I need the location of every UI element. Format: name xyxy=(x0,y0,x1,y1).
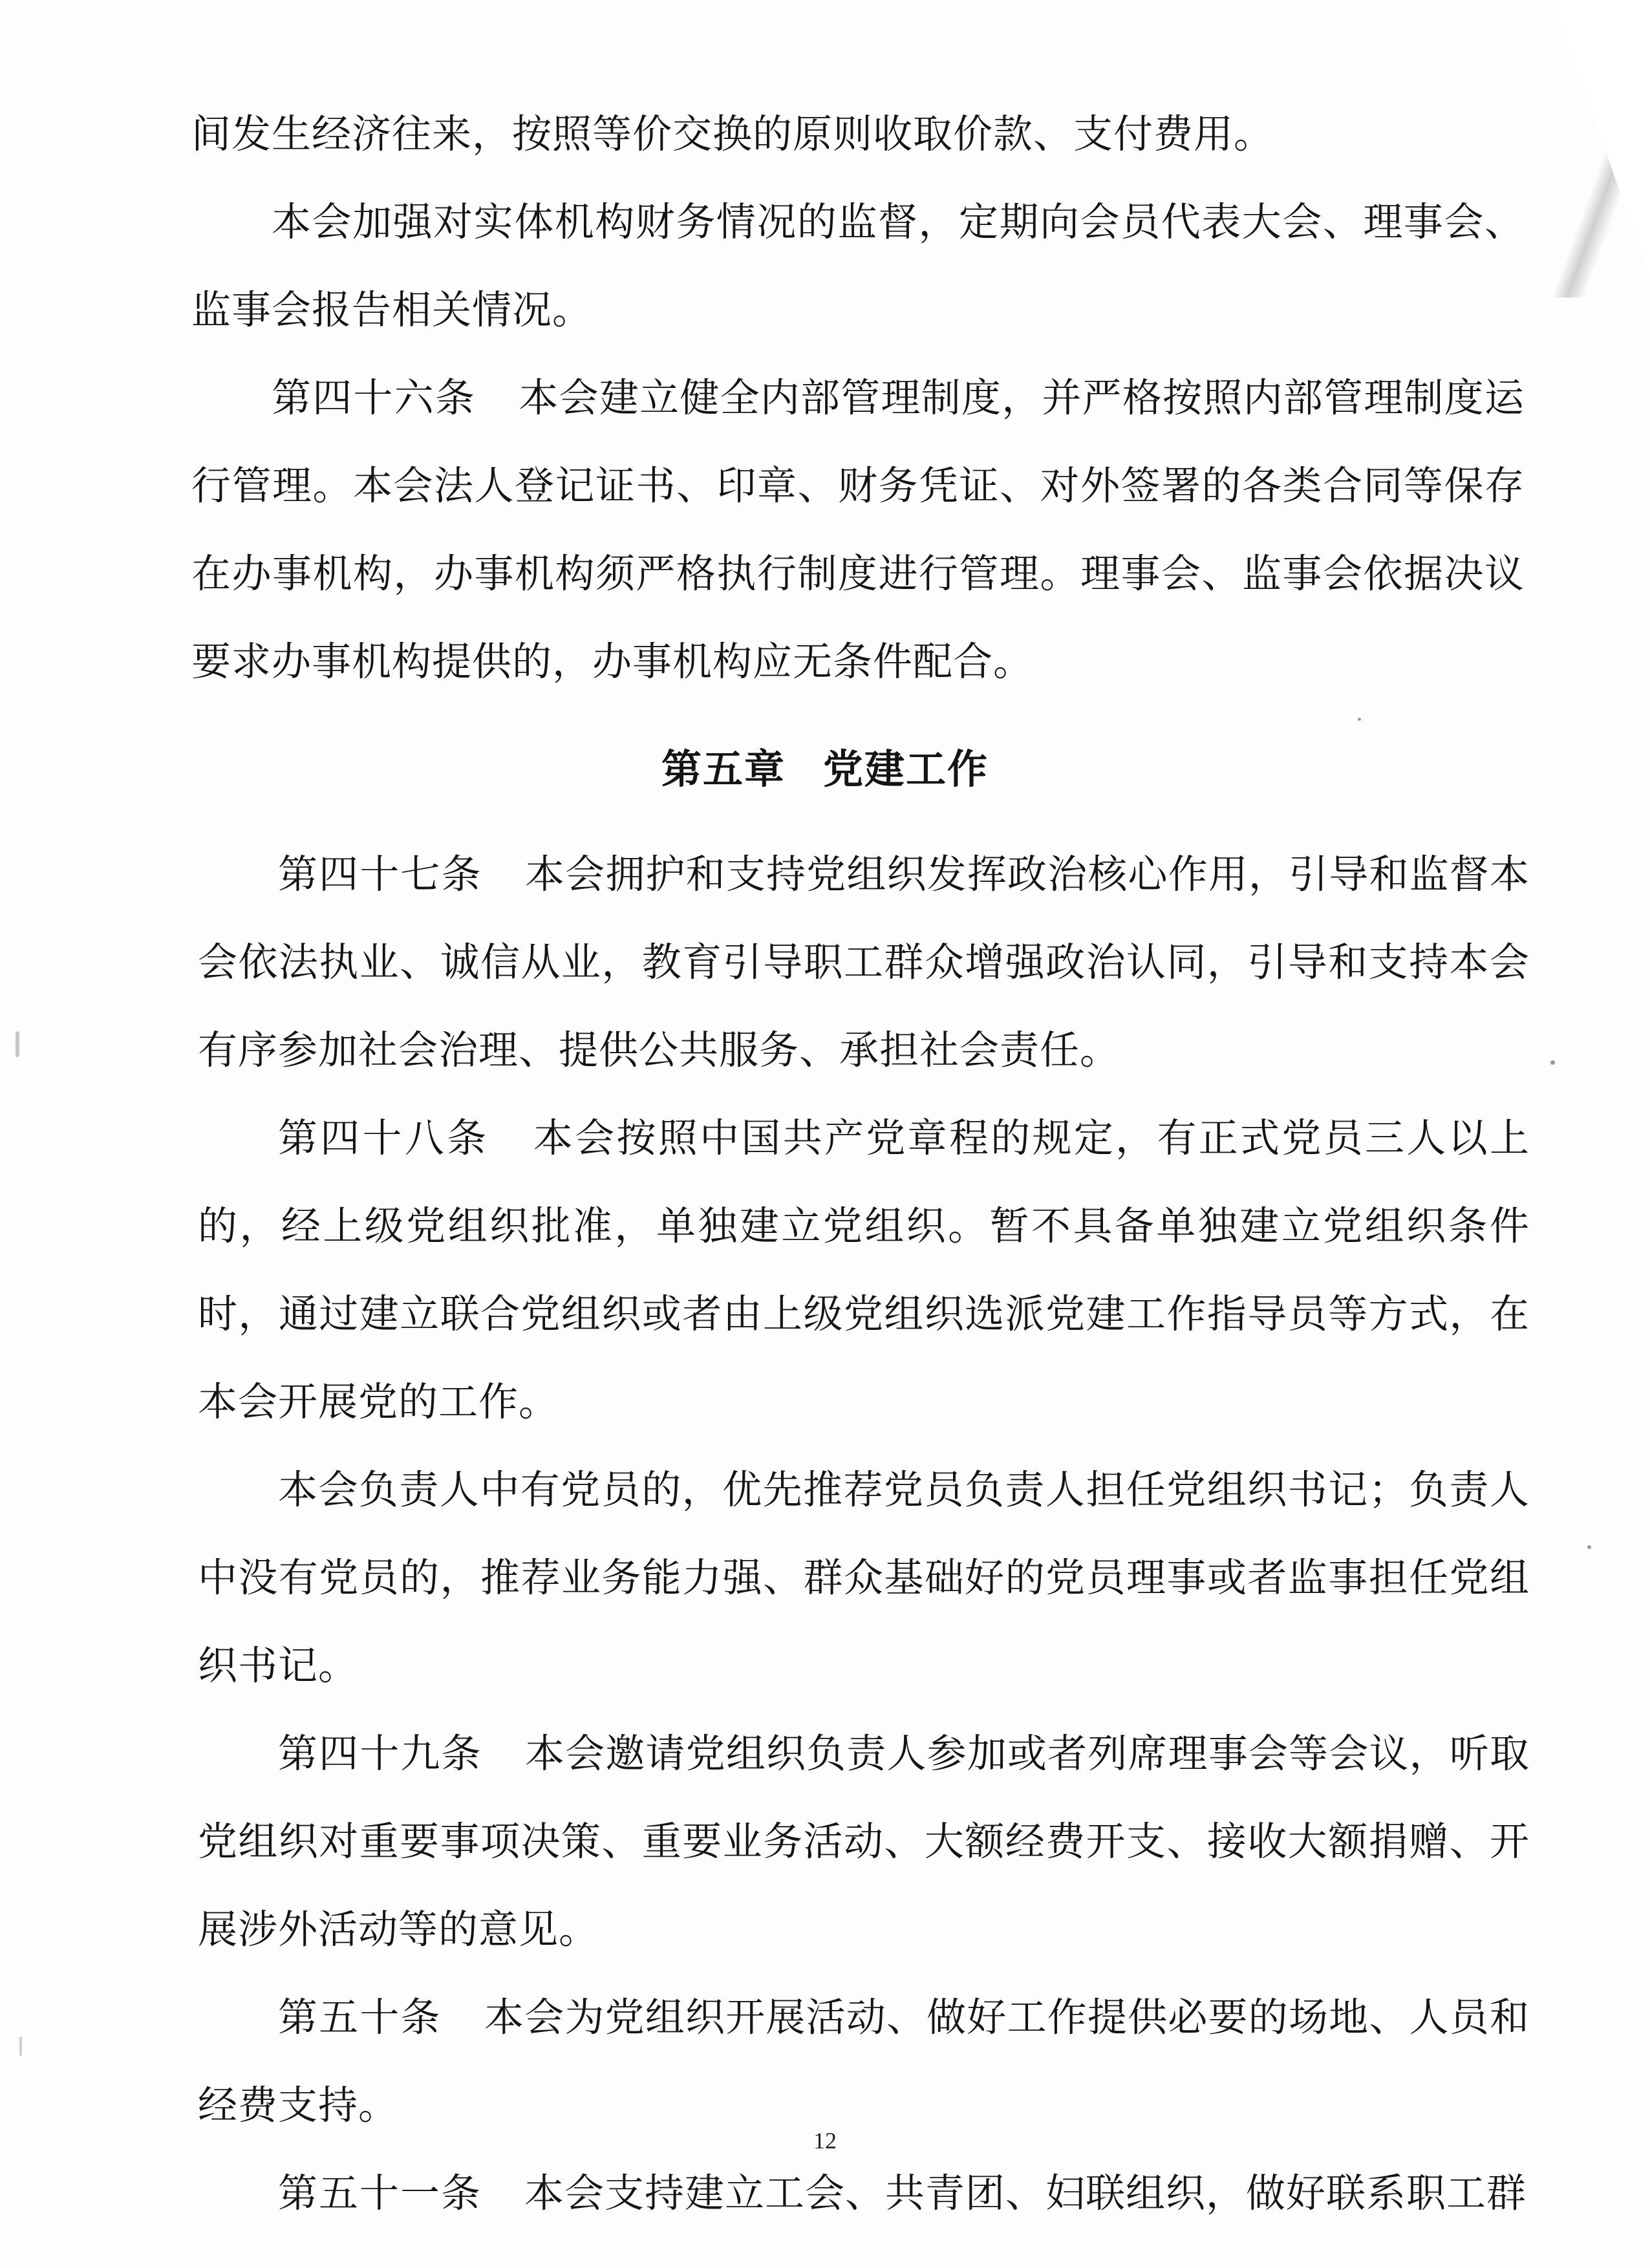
chapter-title: 党建工作 xyxy=(823,745,989,793)
scan-speck xyxy=(1550,1060,1555,1065)
article-text: 本会按照中国共产党章程的规定，有正式党员三人以上的，经上级党组织批准，单独建立党组织。暂不具备单独建立党组织条件时，通过建立联合党组织或者由上级党组织选派党建工作指导员等方式，在本会开展党的工作。 xyxy=(198,1115,1530,1425)
article-49 xyxy=(198,1710,1530,1974)
article-48 xyxy=(198,1095,1530,1446)
article-number: 第四十八条 xyxy=(278,1115,489,1161)
article-number: 第四十九条 xyxy=(278,1731,482,1777)
page-number: 12 xyxy=(813,2128,837,2154)
paragraph-text: 本会负责人中有党员的，优先推荐党员负责人担任党组织书记；负责人中没有党员的，推荐业务能力强、群众基础好的党员理事或者监事担任党组织书记。 xyxy=(198,1467,1530,1689)
paragraph-text: 间发生经济往来，按照等价交换的原则收取价款、支付费用。 xyxy=(191,111,1274,157)
article-text: 本会为党组织开展活动、做好工作提供必要的场地、人员和经费支持。 xyxy=(198,1995,1530,2128)
chapter-heading xyxy=(0,737,1650,795)
scan-speck xyxy=(1358,718,1361,721)
article-number: 第五十一条 xyxy=(278,2170,482,2216)
chapter-number: 第五章 xyxy=(661,745,786,793)
paragraph-finance-supervision xyxy=(191,178,1525,354)
article-number: 第五十条 xyxy=(278,1995,442,2040)
article-text: 本会邀请党组织负责人参加或者列席理事会等会议，听取党组织对重要事项决策、重要业务活动、大额经费开支、接收大额捐赠、开展涉外活动等的意见。 xyxy=(198,1731,1530,1952)
article-50 xyxy=(198,1974,1530,2150)
scan-speck xyxy=(19,2037,22,2056)
scan-speck xyxy=(16,1031,19,1057)
upper-text-block xyxy=(191,91,1525,706)
article-text: 本会建立健全内部管理制度，并严格按照内部管理制度运行管理。本会法人登记证书、印章、财务凭证、对外签署的各类合同等保存在办事机构，办事机构须严格执行制度进行管理。理事会、监事会依据决议要求办事机构提供的，办事机构应无条件配合。 xyxy=(191,375,1525,685)
article-text: 本会拥护和支持党组织发挥政治核心作用，引导和监督本会依法执业、诚信从业，教育引导职工群众增强政治认同，引导和支持本会有序参加社会治理、提供公共服务、承担社会责任。 xyxy=(198,851,1530,1073)
article-number: 第四十七条 xyxy=(278,851,482,897)
paragraph-continuation xyxy=(191,91,1525,178)
scan-speck xyxy=(1587,1545,1591,1549)
paragraph-text: 本会加强对实体机构财务情况的监督，定期向会员代表大会、理事会、监事会报告相关情况。 xyxy=(191,199,1525,333)
lower-text-block xyxy=(198,831,1530,2238)
article-text: 本会支持建立工会、共青团、妇联组织，做好联系职工群 xyxy=(524,2170,1527,2216)
article-number: 第四十六条 xyxy=(272,375,477,421)
article-51 xyxy=(198,2150,1530,2238)
article-47 xyxy=(198,831,1530,1095)
page-corner-fold xyxy=(1553,0,1650,278)
paragraph-party-secretary xyxy=(198,1446,1530,1710)
article-46 xyxy=(191,354,1525,706)
